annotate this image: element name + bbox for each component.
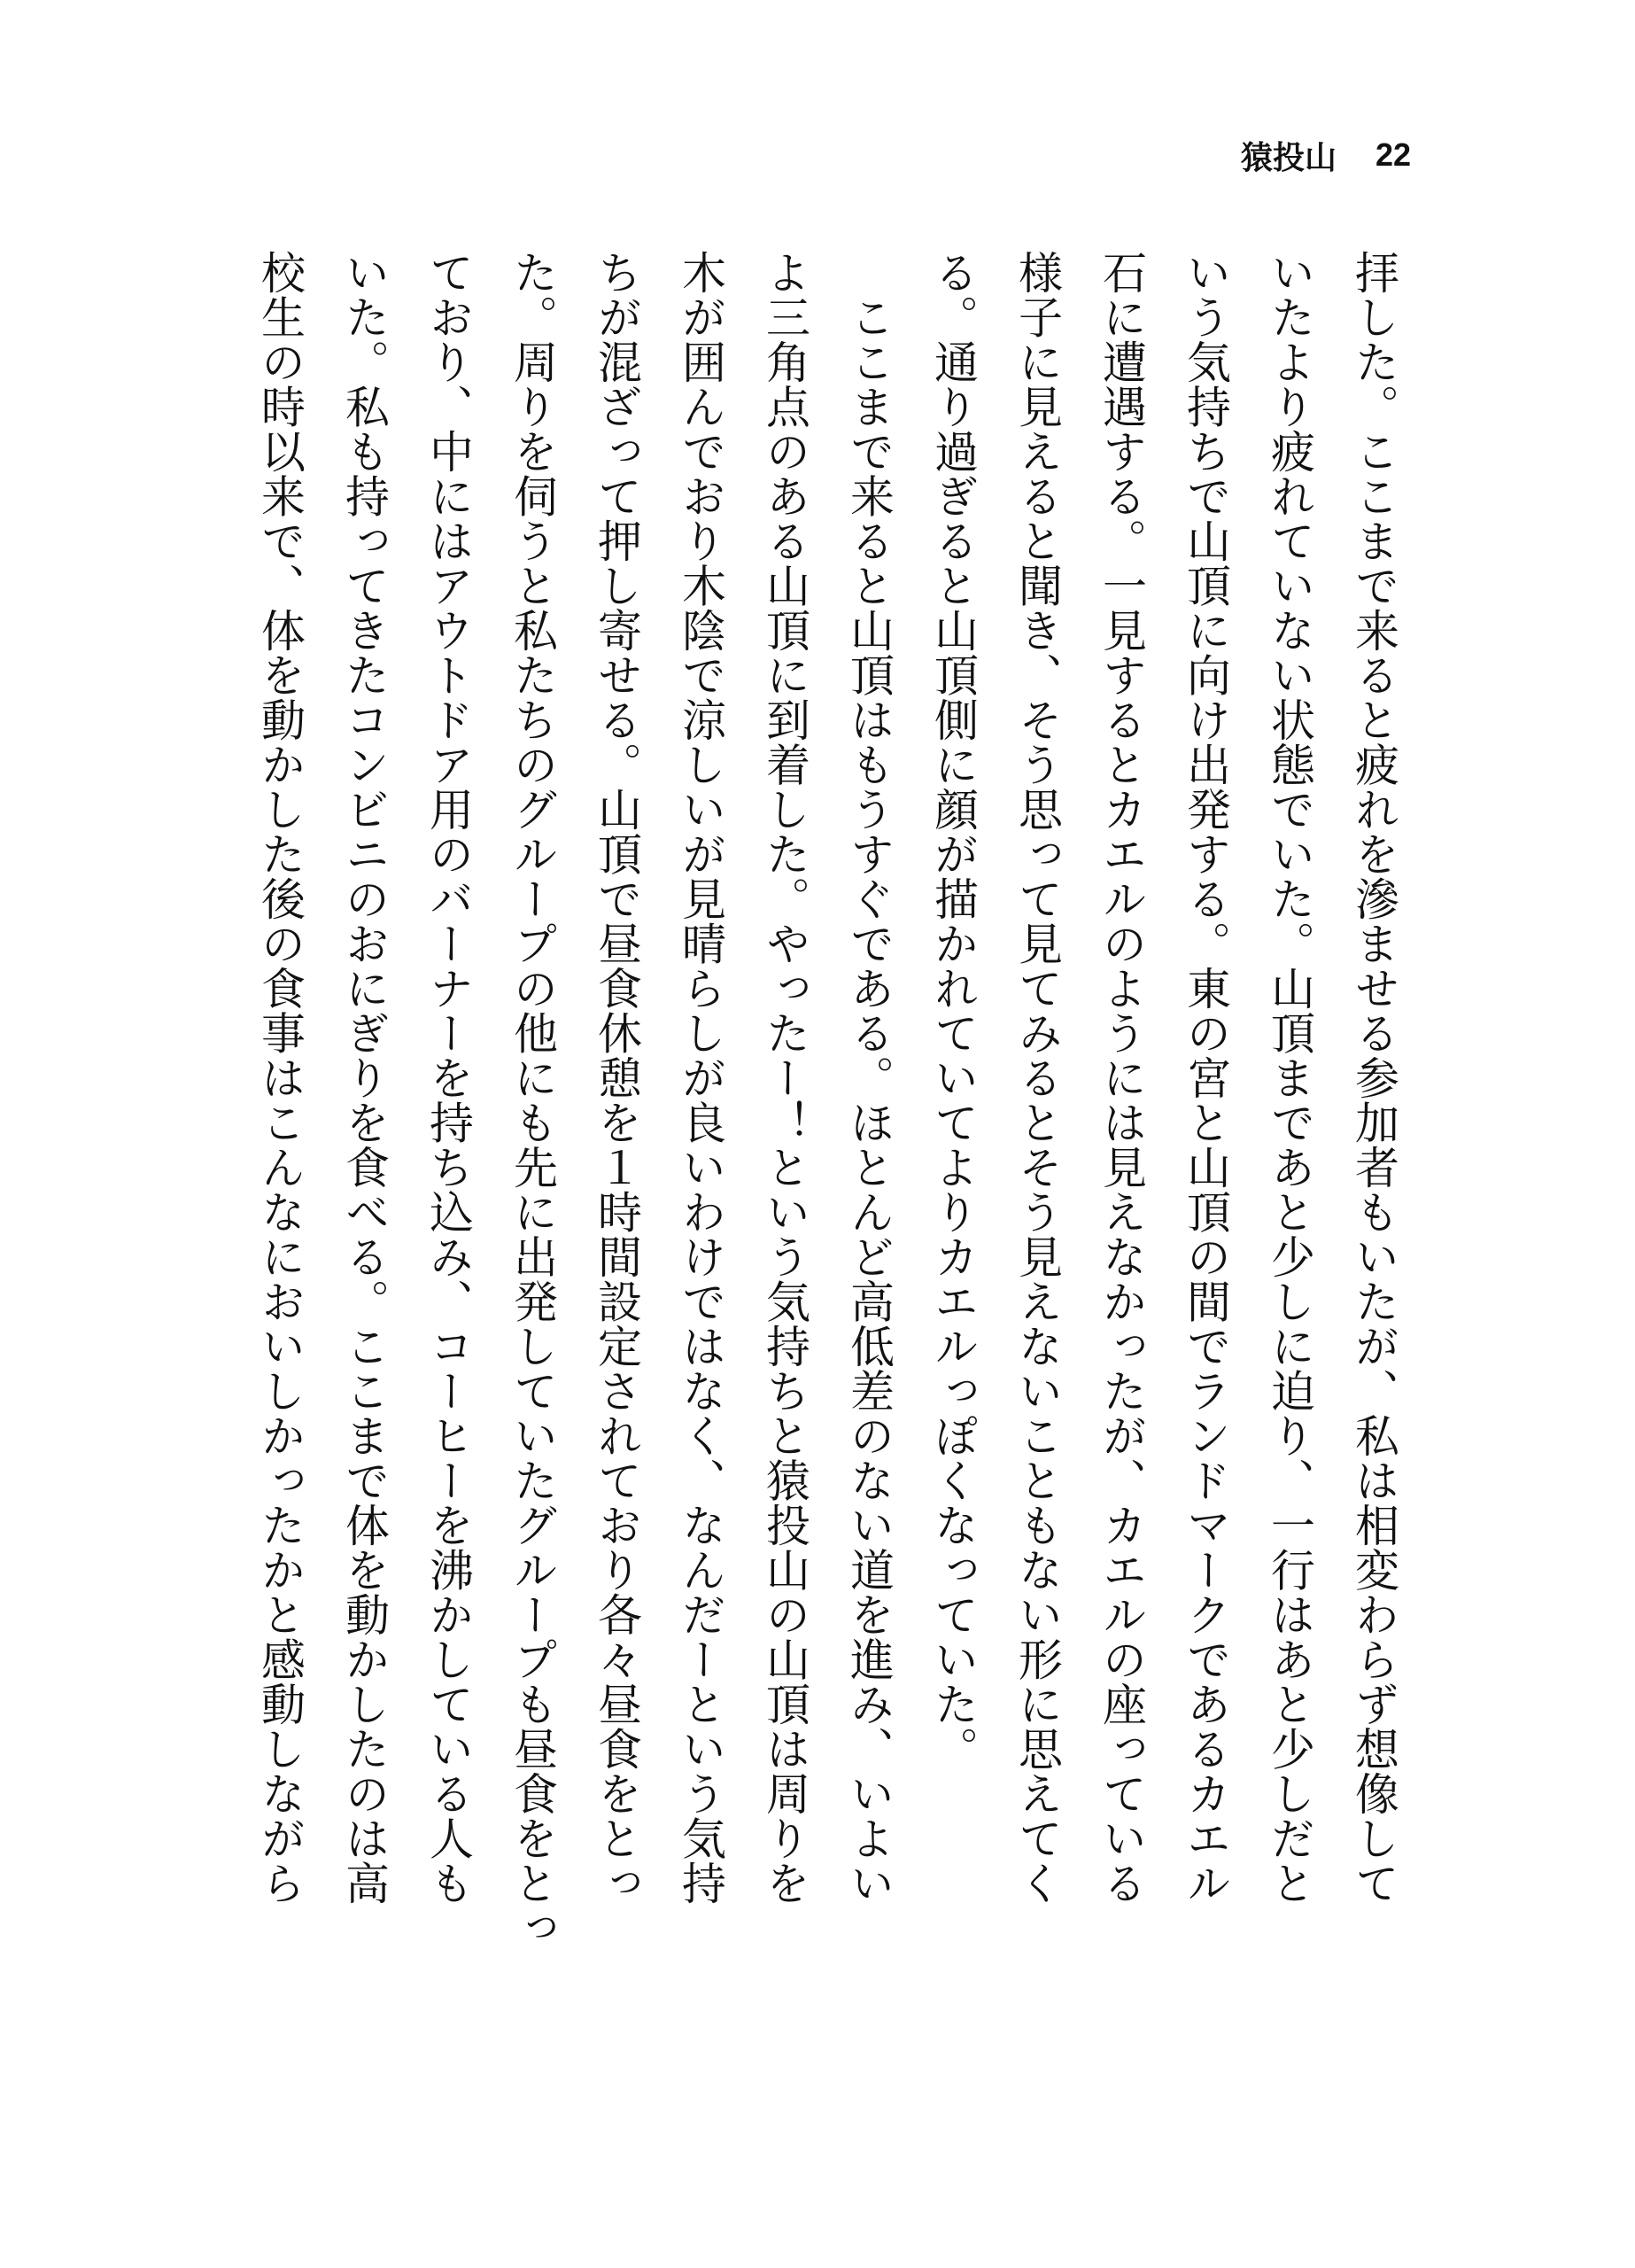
text-line: る。通り過ぎると山頂側に顔が描かれていてよりカエルっぽくなっていた。	[927, 250, 979, 1771]
text-line: 拝した。ここまで来ると疲れを滲ませる参加者もいたが、私は相変わらず想像して	[1348, 250, 1399, 1906]
text-line: 木が囲んでおり木陰で涼しいが見晴らしが良いわけではなく、なんだーという気持	[675, 250, 726, 1906]
text-line: いたより疲れていない状態でいた。山頂まであと少しに迫り、一行はあと少しだと	[1264, 250, 1315, 1906]
text-line: よ三角点のある山頂に到着した。やったー！という気持ちと猿投山の山頂は周りを	[759, 250, 810, 1906]
text-line: いた。私も持ってきたコンビニのおにぎりを食べる。ここまで体を動かしたのは高	[338, 250, 390, 1906]
text-line: ており、中にはアウトドア用のバーナーを持ち込み、コーヒーを沸かしている人も	[422, 250, 474, 1906]
text-line: 校生の時以来で、体を動かした後の食事はこんなにおいしかったかと感動しながら	[254, 250, 306, 1906]
text-line: ここまで来ると山頂はもうすぐである。ほとんど高低差のない道を進み、いよい	[843, 250, 895, 1906]
text-line: た。周りを伺うと私たちのグループの他にも先に出発していたグループも昼食をとっ	[507, 250, 558, 1950]
text-line: いう気持ちで山頂に向け出発する。東の宮と山頂の間でランドマークであるカエル	[1180, 250, 1231, 1906]
text-line: 石に遭遇する。一見するとカエルのようには見えなかったが、カエルの座っている	[1096, 250, 1147, 1906]
text-line: ちが混ざって押し寄せる。山頂で昼食休憩を１時間設定されており各々昼食をとっ	[591, 250, 642, 1906]
vertical-body-text	[237, 250, 1415, 2057]
running-header	[1241, 133, 1411, 177]
chapter-title: 猿投山	[1240, 138, 1337, 175]
page-number: 22	[1375, 136, 1411, 173]
text-line: 様子に見えると聞き、そう思って見てみるとそう見えないこともない形に思えてく	[1011, 250, 1063, 1906]
